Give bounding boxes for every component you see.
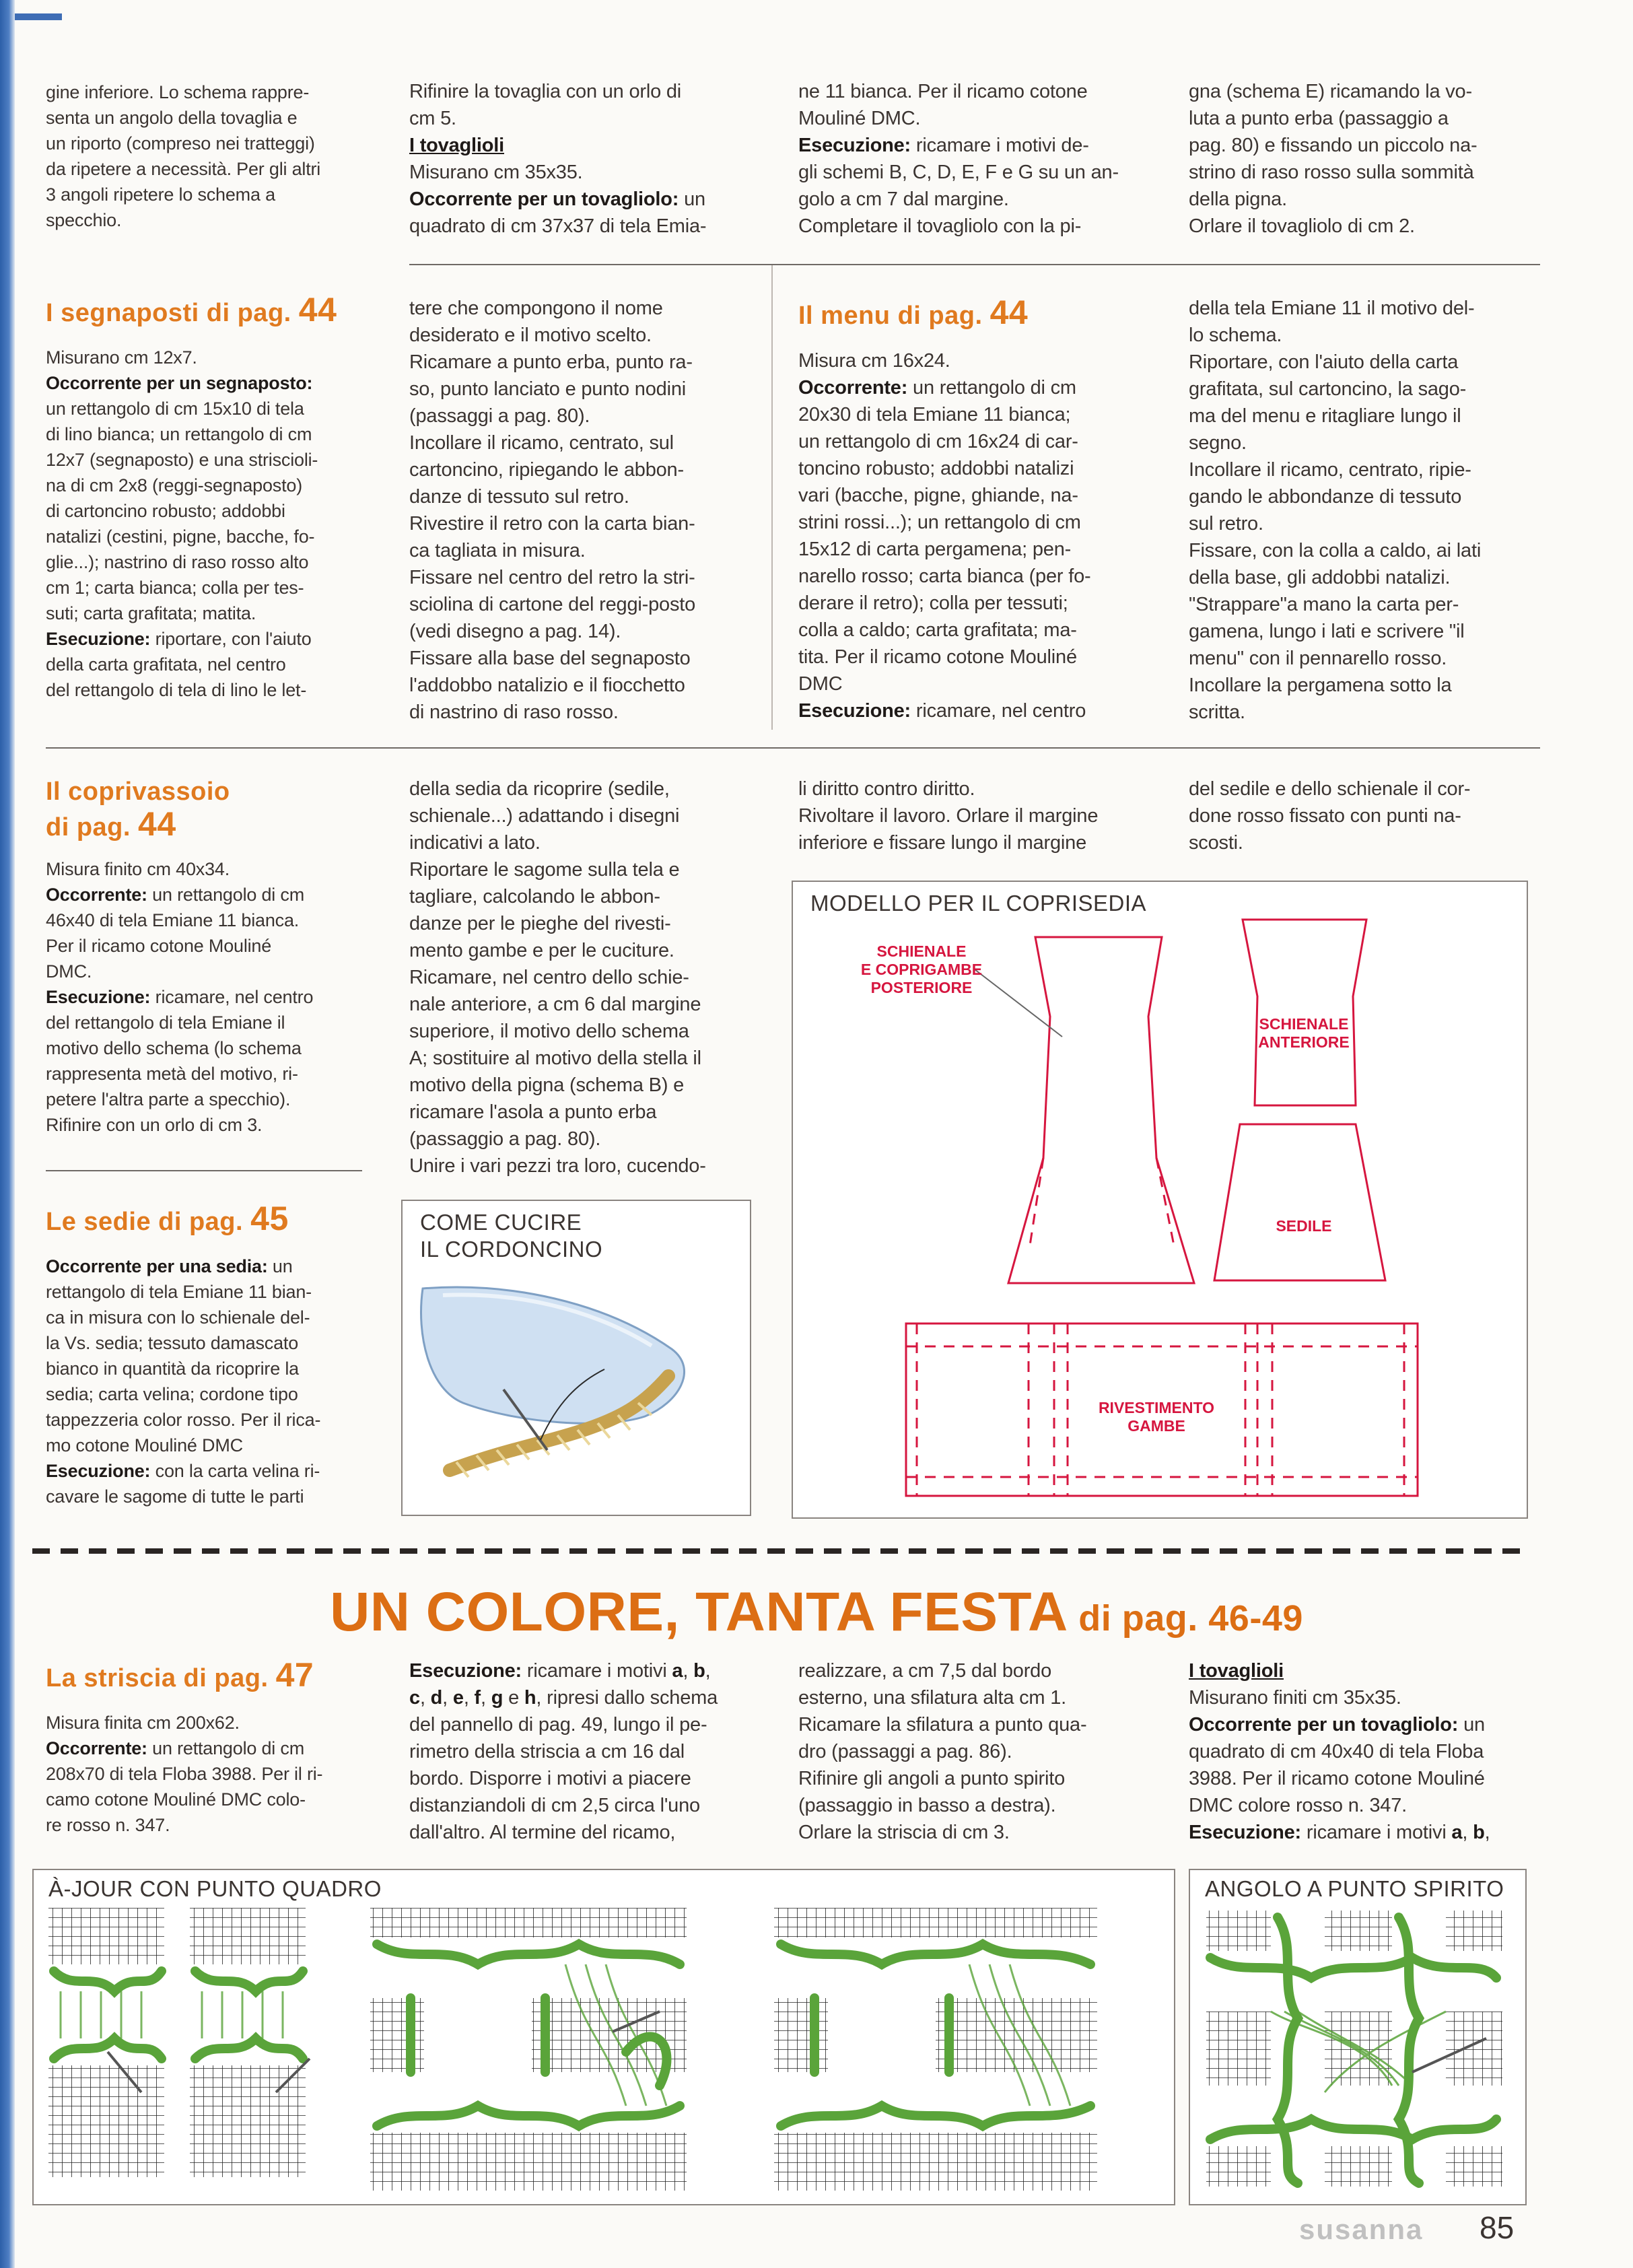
striscia-motif-g: g [491,1687,503,1709]
striscia-motif-h: h [524,1687,536,1709]
edge-mark [15,13,62,20]
striscia-motif-b: b [693,1660,705,1682]
striscia-exec-text: ricamare i motivi [522,1660,672,1682]
divider [46,747,1540,749]
striscia-exec-label: Esecuzione: [409,1660,522,1682]
coprivassoio-size: Misura finito cm 40x34. [46,859,230,879]
sedie-col-3: li diritto contro diritto. Rivoltare il lavoro. Orlare il margine inferiore e fissare lungo il margine [798,778,1099,854]
tovaglioli-occ-label: Occorrente per un tovagliolo: [409,188,679,210]
label-schienale-posteriore: SCHIENALE E COPRIGAMBE POSTERIORE [860,942,983,996]
coprivassoio-exec-label: Esecuzione: [46,987,151,1007]
segnaposti-size: Misurano cm 12x7. [46,347,197,368]
ajour-illustration [34,1870,1174,2204]
striscia-motif-c: c [409,1687,420,1709]
sedie-heading-text: Le sedie di pag. [46,1208,244,1236]
menu-exec-text: ricamare, nel centro [911,700,1086,722]
menu-occ-label: Occorrente: [798,377,908,399]
piece-sedile [1214,1124,1385,1280]
binding-edge [0,0,15,2268]
segnaposti-heading-page: 44 [298,291,337,329]
coprivassoio-heading-page: 44 [138,805,176,843]
menu-heading-page: 44 [989,294,1029,331]
tovaglioli2-heading: I tovaglioli [1189,1660,1284,1682]
divider [409,264,1540,265]
tovaglioli-size: Misurano cm 35x35. [409,162,583,183]
tovaglioli2-size: Misurano finiti cm 35x35. [1189,1687,1401,1709]
sedie-col-1 [46,1253,369,1530]
tovaglioli2-motif-a: a [1451,1822,1463,1843]
tovaglioli2-exec-label: Esecuzione: [1189,1822,1302,1843]
page-number: 85 [1480,2210,1515,2245]
striscia-heading-page: 47 [275,1656,314,1694]
top-col-2-intro: Rifinire la tovaglia con un orlo di cm 5. [409,81,682,129]
striscia-col-3: realizzare, a cm 7,5 dal bordo esterno, una sfilatura alta cm 1. Ricamare la sfilatura a punto qua- dro (passaggi a pag. 86). Rifinire gli angoli a punto spirito (passaggio in basso a destra). Orlare la striscia di cm 3. [798,1660,1087,1843]
striscia-heading [46,1656,314,1694]
striscia-occ-text: un rettangolo di cm 208x70 di tela Floba 3988. Per il ri- camo cotone Mouliné DMC colo- re rosso n. 347. [46,1738,323,1835]
striscia-size: Misura finita cm 200x62. [46,1713,240,1733]
section-separator [32,1548,1527,1554]
menu-heading [798,296,1028,332]
sedie-heading [46,1202,289,1238]
sedie-heading-page: 45 [250,1200,289,1237]
coprivassoio-heading-text: di pag. [46,813,131,841]
segnaposti-col-2: tere che compongono il nome desiderato e il motivo scelto. Ricamare a punto erba, punto ra- so, punto lanciato e punto nodini (passaggi a pag. 80). Incollare il ricamo, centrato, sul cartoncino, ripiegando le abbon- danze di tessuto sul retro. Rivestire il retro con la carta bian- ca tagliata in misura. Fissare nel centro del retro la stri- sciolina di cartone del reggi-posto (vedi disegno a pag. 14). Fissare alla base del segnaposto l'addobbo natalizio e il fiocchetto di nastrino di raso rosso. [409,298,696,723]
top-col-2 [409,78,759,246]
divider [46,1170,362,1171]
coprivassoio-heading-line-1: Il coprivassoio [46,778,230,806]
section-title-pages: di pag. 46-49 [1068,1598,1303,1639]
sedie-occ-label: Occorrente per una sedia: [46,1256,268,1276]
cordoncino-figure-title: COME CUCIRE IL CORDONCINO [420,1210,603,1262]
segnaposti-occ-text: un rettangolo di cm 15x10 di tela di lino bianca; un rettangolo di cm 12x7 (segnaposto) e una striscioli- na di cm 2x8 (reggi-segnaposto) di cartoncino robusto; addobbi natalizi (cestini, pigne, bacche, fo- glie...); nastrino di raso rosso alto cm 1; carta bianca; colla per tes- suti; carta grafitata; matita. [46,399,318,623]
sedie-exec-label: Esecuzione: [46,1461,151,1481]
tovaglioli2-occ-label: Occorrente per un tovagliolo: [1189,1714,1459,1736]
sedie-col-2: della sedia da ricoprire (sedile, schienale...) adattando i disegni indicativi a lato. Riportare le sagome sulla tela e tagliare, calcolando le abbon- danze per le pieghe del rivesti- mento gambe e per le cuciture. Ricamare, nel centro dello schie- nale anteriore, a cm 6 dal margine superiore, il motivo dello schema A; sostituire al motivo della stella il motivo della pigna (schema B) e ricamare l'asola a punto erba (passaggio a pag. 80). Unire i vari pezzi tra loro, cucendo- [409,778,706,1177]
tovaglioli-occ-text: un quadrato di cm 37x37 di tela Emia- [409,188,707,237]
sedie-occ-text: un rettangolo di tela Emiane 11 bian- ca in misura con lo schienale del- la Vs. sedia; tessuto damascato bianco in quantità da ricoprire la sedia; carta velina; cordone tipo tappezzeria color rosso. Per il rica- mo cotone Mouliné DMC [46,1256,321,1455]
top-col-3-intro: ne 11 bianca. Per il ricamo cotone Mouliné DMC. [798,81,1088,129]
magazine-brand: susanna [1299,2213,1424,2245]
top-col-1: gine inferiore. Lo schema rappre- senta un angolo della tovaglia e un riporto (compreso nei tratteggi) da ripetere a necessità. Per gli altri 3 angoli ripetere lo schema a specchio. [46,82,321,230]
tovaglioli2-occ-text: un quadrato di cm 40x40 di tela Floba 3988. Per il ricamo cotone Mouliné DMC colore rosso n. 347. [1189,1714,1485,1816]
ajour-figure [32,1869,1175,2205]
coprisedia-figure-title: MODELLO PER IL COPRISEDIA [810,891,1147,916]
striscia-heading-text: La striscia di pag. [46,1664,269,1692]
label-schienale-anteriore: SCHIENALE ANTERIORE [1258,1015,1350,1051]
label-rivestimento-gambe: RIVESTIMENTO GAMBE [1098,1399,1215,1435]
angolo-figure [1189,1869,1527,2205]
striscia-exec-tail: , ripresi dallo schema [536,1687,718,1709]
angolo-illustration [1190,1870,1525,2204]
menu-occ-text: un rettangolo di cm 20x30 di tela Emiane 11 bianca; un rettangolo di cm 16x24 di car- toncino robusto; addobbi natalizi vari (bacche, pigne, ghiande, na- strini rossi...); un rettangolo di cm 15x12 di carta pergamena; pen- narello rosso; carta bianca (per fo- derare il retro); colla per tessuti; colla a caldo; carta grafitata; ma- tita. Per il ricamo cotone Mouliné DMC [798,377,1091,695]
menu-col-2: della tela Emiane 11 il motivo del- lo schema. Riportare, con l'aiuto della carta grafitata, sul cartoncino, la sago- ma del menu e ritagliare lungo il segno. Incollare il ricamo, centrato, ripie- gando le abbondanze di tessuto sul retro. Fissare, con la colla a caldo, ai lati della base, gli addobbi natalizi. "Strappare"a mano la carta per- gamena, lungo i lati e scrivere "il menu" con il pennarello rosso. Incollare la pergamena sotto la scritta. [1189,298,1482,723]
coprivassoio-heading-line-2 [46,805,176,844]
section-title-main: UN COLORE, TANTA FESTA [330,1581,1068,1643]
menu-exec-label: Esecuzione: [798,700,911,722]
tovaglioli-heading: I tovaglioli [409,135,504,156]
striscia-col-1 [46,1710,369,1845]
segnaposti-exec-label: Esecuzione: [46,629,151,649]
striscia-occ-label: Occorrente: [46,1738,147,1758]
tovaglioli2-exec-text: ricamare i motivi [1301,1822,1452,1843]
striscia-motif-a: a [672,1660,683,1682]
coprivassoio-occ-text: un rettangolo di cm 46x40 di tela Emiane 11 bianca. Per il ricamo cotone Mouliné DMC. [46,885,304,982]
striscia-conj: e [503,1687,524,1709]
cordoncino-illustration [403,1201,750,1515]
segnaposti-heading [46,291,337,329]
section-title [0,1581,1633,1644]
top-col-4: gna (schema E) ricamando la vo- luta a punto erba (passaggio a pag. 80) e fissando un piccolo na- strino di raso rosso sulla sommità della pigna. Orlare il tovagliolo di cm 2. [1189,81,1478,237]
sedie-exec-text: con la carta velina ri- cavare le sagome di tutte le parti [46,1461,320,1507]
top-col-3-exec-text: ricamare i motivi de- gli schemi B, C, D, E, F e G su un an- golo a cm 7 dal margine. Completare il tovagliolo con la pi- [798,135,1119,237]
ajour-figure-title: À-JOUR CON PUNTO QUADRO [48,1876,382,1901]
segnaposti-exec-text: riportare, con l'aiuto della carta grafitata, nel centro del rettangolo di tela di lino le let- [46,629,312,700]
striscia-sep: , [705,1660,711,1682]
top-col-3 [798,78,1148,246]
piece-schienale-posteriore [1008,937,1194,1283]
striscia-motif-f: f [474,1687,481,1709]
segnaposti-col-1 [46,345,369,722]
label-sedile: SEDILE [1276,1217,1332,1235]
coprisedia-figure [792,881,1528,1519]
striscia-col-2: Esecuzione: ricamare i motivi a, b, c, d, e, f, g e h, ripresi dallo schema del pannello di pag. 49, lungo il pe- rimetro della striscia a cm 16 dal bordo. Disporre i motivi a piacere distanziandoli di cm 2,5 circa l'uno dall'altro. Al termine del ricamo, [409,1660,718,1843]
striscia-motif-e: e [452,1687,464,1709]
segnaposti-occ-label: Occorrente per un segnaposto: [46,373,313,393]
coprivassoio-occ-label: Occorrente: [46,885,147,905]
menu-heading-text: Il menu di pag. [798,302,983,330]
segnaposti-heading-text: I segnaposti di pag. [46,299,291,327]
tovaglioli2-col: I tovaglioli Misurano finiti cm 35x35. Occorrente per un tovagliolo: un quadrato di cm 40x40 di tela Floba 3988. Per il ricamo cotone Mouliné DMC colore rosso n. 347. Esecuzione: ricamare i motivi a, b, [1189,1660,1490,1843]
menu-size: Misura cm 16x24. [798,350,950,372]
top-col-3-exec-label: Esecuzione: [798,135,911,156]
column-rule [771,265,773,730]
cordoncino-figure [401,1200,751,1516]
fold-lines [906,1158,1418,1496]
striscia-exec-rest: del pannello di pag. 49, lungo il pe- rimetro della striscia a cm 16 dal bordo. Disporre i motivi a piacere distanziandoli di cm 2,5 circa l'uno dall'altro. Al termine del ricamo, [409,1714,707,1843]
coprivassoio-exec-text: ricamare, nel centro del rettangolo di tela Emiane il motivo dello schema (lo schema rappresenta metà del motivo, ri- petere l'altra parte a specchio). Rifinire con un orlo di cm 3. [46,987,314,1135]
striscia-motif-d: d [430,1687,443,1709]
menu-col-1 [798,347,1148,726]
tovaglioli2-motif-b: b [1473,1822,1485,1843]
striscia-sep: , [683,1660,694,1682]
coprivassoio-col [46,856,362,1153]
piece-schienale-anteriore [1243,920,1366,1105]
sedie-col-4: del sedile e dello schienale il cor- done rosso fissato con punti na- scosti. [1189,778,1471,854]
angolo-figure-title: ANGOLO A PUNTO SPIRITO [1205,1876,1504,1901]
